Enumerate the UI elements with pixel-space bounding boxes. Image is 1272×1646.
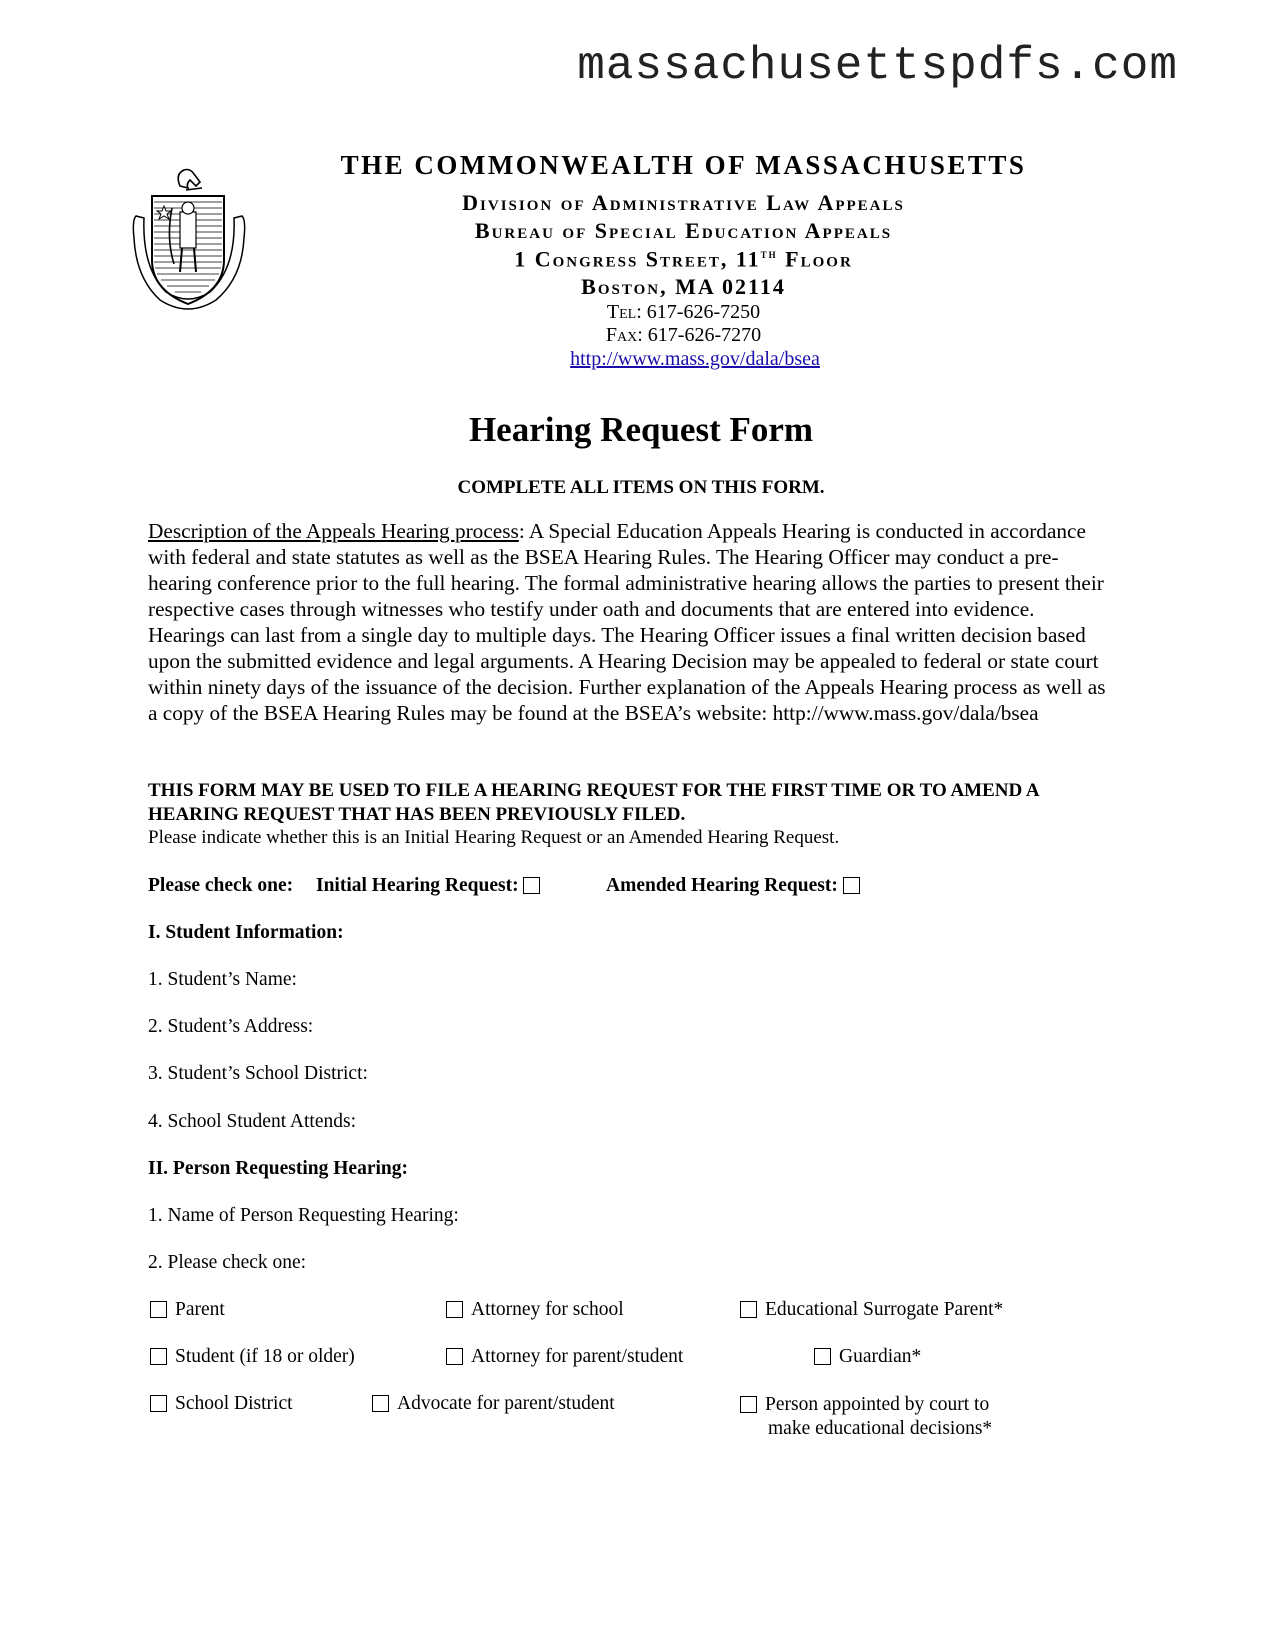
amended-request-checkbox[interactable] [843, 877, 860, 894]
page-title: Hearing Request Form [468, 410, 814, 449]
option-advocate: Advocate for parent/student [372, 1393, 615, 1415]
initial-request-option: Initial Hearing Request: [316, 875, 540, 897]
surrogate-checkbox[interactable] [740, 1301, 757, 1318]
amend-subtext: Please indicate whether this is an Initial Hearing Request or an Amended Hearing Request. [148, 827, 840, 848]
street-address: 1 Congress Street, 11th Floor [514, 246, 853, 272]
requester-name-field: 1. Name of Person Requesting Hearing: [148, 1205, 459, 1226]
attorney-parent-checkbox[interactable] [446, 1348, 463, 1365]
option-court-appointed: Person appointed by court to make educational decisions* [740, 1393, 992, 1441]
commonwealth-heading: THE COMMONWEALTH OF MASSACHUSETTS [340, 150, 1027, 180]
fax: Fax: 617-626-7270 [605, 324, 762, 346]
description-heading: Description of the Appeals Hearing process [148, 519, 519, 543]
website-link[interactable]: http://www.mass.gov/dala/bsea [570, 348, 820, 370]
website-link-row [0, 348, 1272, 371]
guardian-checkbox[interactable] [814, 1348, 831, 1365]
description-body: : A Special Education Appeals Hearing is conducted in accordance with federal and state statutes as well as the BSEA Hearing Rules. The Hearing Officer may conduct a pre-hearing conference prior to the full hearing. The formal administrative hearing allows the parties to present their respective cases through witnesses who testify under oath and documents that are entered into evidence. Hearings can last from a single day to multiple days. The Hearing Officer issues a final written decision based upon the submitted evidence and legal arguments. A Hearing Decision may be appealed to federal or state court within ninety days of the issuance of the decision. Further explanation of the Appeals Hearing process as well as a copy of the BSEA Hearing Rules may be found at the BSEA’s website: http://www.mass.gov/dala/bsea [148, 519, 1106, 725]
initial-request-checkbox[interactable] [523, 877, 540, 894]
option-surrogate: Educational Surrogate Parent* [740, 1299, 1003, 1321]
watermark: massachusettspdfs.com [577, 40, 1178, 92]
check-one-label: Please check one: [148, 875, 294, 896]
school-district-checkbox[interactable] [150, 1395, 167, 1412]
section1-title: I. Student Information: [148, 922, 344, 943]
bureau-heading: Bureau of Special Education Appeals [474, 218, 893, 243]
student-address-field: 2. Student’s Address: [148, 1016, 314, 1037]
option-school-district: School District [150, 1393, 293, 1415]
city-address: Boston, MA 02114 [581, 274, 786, 299]
option-attorney-parent: Attorney for parent/student [446, 1346, 683, 1368]
student-name-field: 1. Student’s Name: [148, 969, 297, 990]
requester-type-label: 2. Please check one: [148, 1252, 307, 1273]
option-student: Student (if 18 or older) [150, 1346, 355, 1368]
student-district-field: 3. Student’s School District: [148, 1063, 368, 1084]
advocate-checkbox[interactable] [372, 1395, 389, 1412]
description-paragraph [148, 518, 1108, 726]
school-attends-field: 4. School Student Attends: [148, 1111, 357, 1132]
option-attorney-school: Attorney for school [446, 1299, 624, 1321]
parent-checkbox[interactable] [150, 1301, 167, 1318]
section2-title: II. Person Requesting Hearing: [148, 1158, 408, 1179]
complete-instruction: COMPLETE ALL ITEMS ON THIS FORM. [457, 477, 825, 498]
option-parent: Parent [150, 1299, 225, 1321]
attorney-school-checkbox[interactable] [446, 1301, 463, 1318]
amended-request-option: Amended Hearing Request: [606, 875, 860, 897]
option-guardian: Guardian* [814, 1346, 921, 1368]
amend-notice: THIS FORM MAY BE USED TO FILE A HEARING REQUEST FOR THE FIRST TIME OR TO AMEND A HEARING REQUEST THAT HAS BEEN PREVIOUSLY FILED. [148, 780, 1039, 825]
telephone: Tel: 617-626-7250 [606, 301, 761, 323]
student-checkbox[interactable] [150, 1348, 167, 1365]
court-appointed-checkbox[interactable] [740, 1396, 757, 1413]
division-heading: Division of Administrative Law Appeals [462, 190, 905, 215]
